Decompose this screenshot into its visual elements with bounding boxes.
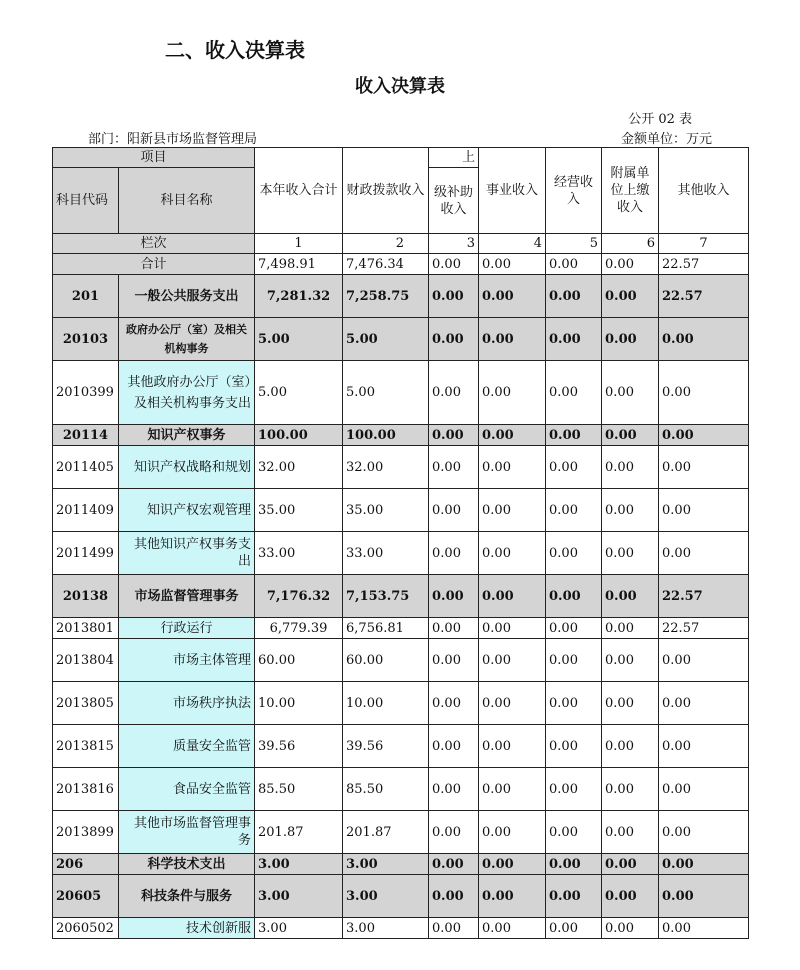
row-value: 7,176.32 [255, 575, 343, 618]
row-value: 201.87 [343, 811, 429, 854]
total-cell: 0.00 [429, 254, 479, 275]
row-value: 0.00 [659, 532, 749, 575]
row-value: 39.56 [343, 725, 429, 768]
row-value: 60.00 [343, 639, 429, 682]
row-value: 0.00 [479, 275, 546, 318]
row-value: 0.00 [479, 875, 546, 918]
row-value: 0.00 [479, 768, 546, 811]
row-value: 0.00 [429, 446, 479, 489]
row-value: 22.57 [659, 618, 749, 639]
row-value: 7,153.75 [343, 575, 429, 618]
row-code: 2060502 [53, 918, 119, 939]
row-name: 其他知识产权事务支出 [119, 532, 255, 575]
row-value: 0.00 [659, 639, 749, 682]
row-code: 206 [53, 854, 119, 875]
row-value: 0.00 [479, 425, 546, 446]
row-value: 0.00 [546, 618, 602, 639]
row-value: 0.00 [546, 489, 602, 532]
row-value: 0.00 [479, 532, 546, 575]
row-value: 0.00 [602, 318, 659, 361]
row-value: 10.00 [343, 682, 429, 725]
row-code: 2011405 [53, 446, 119, 489]
row-name: 食品安全监管 [119, 768, 255, 811]
table-row [53, 854, 749, 875]
row-value: 0.00 [602, 446, 659, 489]
header-col5: 经营收入 [546, 148, 602, 234]
row-code: 2013801 [53, 618, 119, 639]
row-name: 其他市场监督管理事务 [119, 811, 255, 854]
row-value: 0.00 [429, 918, 479, 939]
row-value: 3.00 [255, 854, 343, 875]
row-value: 0.00 [659, 811, 749, 854]
row-code: 2013899 [53, 811, 119, 854]
row-name: 科学技术支出 [119, 854, 255, 875]
table-row [53, 618, 749, 639]
row-value: 0.00 [429, 318, 479, 361]
row-value: 0.00 [479, 618, 546, 639]
row-value: 0.00 [546, 575, 602, 618]
row-name: 科技条件与服务 [119, 875, 255, 918]
header-name: 科目名称 [119, 168, 255, 234]
row-value: 0.00 [429, 854, 479, 875]
header-col6: 附属单位上缴收入 [602, 148, 659, 234]
row-code: 2013805 [53, 682, 119, 725]
table-row [53, 446, 749, 489]
row-index: 4 [479, 234, 546, 254]
row-value: 0.00 [429, 532, 479, 575]
row-code: 2010399 [53, 361, 119, 425]
row-value: 0.00 [602, 811, 659, 854]
row-value: 0.00 [659, 489, 749, 532]
row-value: 0.00 [602, 532, 659, 575]
row-value: 0.00 [659, 854, 749, 875]
row-value: 0.00 [429, 875, 479, 918]
row-index: 3 [429, 234, 479, 254]
total-cell: 7,476.34 [343, 254, 429, 275]
row-value: 0.00 [659, 361, 749, 425]
row-code: 20114 [53, 425, 119, 446]
row-value: 5.00 [343, 318, 429, 361]
row-value: 0.00 [546, 446, 602, 489]
row-value: 0.00 [602, 425, 659, 446]
row-value: 0.00 [479, 639, 546, 682]
row-value: 0.00 [659, 425, 749, 446]
row-value: 35.00 [255, 489, 343, 532]
row-value: 0.00 [429, 639, 479, 682]
table-row [53, 918, 749, 939]
row-value: 0.00 [546, 854, 602, 875]
row-value: 10.00 [255, 682, 343, 725]
header-col3-top: 上 [429, 148, 479, 168]
row-code: 2013815 [53, 725, 119, 768]
table-row [53, 361, 749, 425]
row-value: 0.00 [602, 618, 659, 639]
row-index: 2 [343, 234, 429, 254]
row-value: 22.57 [659, 575, 749, 618]
row-value: 0.00 [546, 532, 602, 575]
row-value: 39.56 [255, 725, 343, 768]
unit-label: 金额单位：万元 [620, 132, 712, 147]
row-name: 市场主体管理 [119, 639, 255, 682]
total-cell: 0.00 [479, 254, 546, 275]
row-value: 0.00 [602, 918, 659, 939]
table-row [53, 489, 749, 532]
row-value: 0.00 [429, 811, 479, 854]
row-value: 0.00 [602, 489, 659, 532]
row-value: 32.00 [255, 446, 343, 489]
row-value: 100.00 [255, 425, 343, 446]
total-cell: 22.57 [659, 254, 749, 275]
table-title: 收入决算表 [355, 76, 445, 97]
row-value: 0.00 [479, 575, 546, 618]
table-row [53, 875, 749, 918]
row-value: 5.00 [255, 361, 343, 425]
row-value: 0.00 [602, 639, 659, 682]
header-col4: 事业收入 [479, 148, 546, 234]
row-value: 3.00 [255, 875, 343, 918]
row-code: 2011409 [53, 489, 119, 532]
header-project: 项目 [53, 148, 255, 168]
header-col7: 其他收入 [659, 148, 749, 234]
table-row [53, 275, 749, 318]
row-value: 3.00 [343, 918, 429, 939]
row-value: 0.00 [479, 318, 546, 361]
row-value: 0.00 [602, 275, 659, 318]
table-row [53, 682, 749, 725]
row-value: 0.00 [546, 875, 602, 918]
row-index: 6 [602, 234, 659, 254]
form-code: 公开 02 表 [628, 112, 692, 127]
table-row [53, 768, 749, 811]
row-value: 7,258.75 [343, 275, 429, 318]
table-row [53, 318, 749, 361]
income-table [52, 147, 749, 939]
row-value: 7,281.32 [255, 275, 343, 318]
row-value: 0.00 [602, 575, 659, 618]
row-value: 32.00 [343, 446, 429, 489]
row-value: 201.87 [255, 811, 343, 854]
header-col3: 级补助收入 [429, 168, 479, 234]
table-row [53, 725, 749, 768]
total-cell: 0.00 [546, 254, 602, 275]
row-value: 0.00 [602, 682, 659, 725]
row-value: 0.00 [479, 446, 546, 489]
row-name: 行政运行 [119, 618, 255, 639]
row-value: 0.00 [546, 275, 602, 318]
row-code: 20605 [53, 875, 119, 918]
table-row [53, 811, 749, 854]
row-index-label: 栏次 [53, 234, 255, 254]
row-value: 0.00 [479, 811, 546, 854]
row-name: 知识产权战略和规划 [119, 446, 255, 489]
table-row [53, 639, 749, 682]
row-value: 0.00 [429, 575, 479, 618]
row-value: 0.00 [479, 918, 546, 939]
row-value: 3.00 [343, 854, 429, 875]
row-code: 2013804 [53, 639, 119, 682]
total-cell: 7,498.91 [255, 254, 343, 275]
row-name: 政府办公厅（室）及相关机构事务 [119, 318, 255, 361]
row-code: 2011499 [53, 532, 119, 575]
page-heading: 二、收入决算表 [165, 38, 305, 62]
row-value: 60.00 [255, 639, 343, 682]
row-value: 0.00 [429, 361, 479, 425]
row-value: 6,779.39 [255, 618, 343, 639]
total-cell: 0.00 [602, 254, 659, 275]
row-value: 0.00 [602, 361, 659, 425]
row-value: 3.00 [343, 875, 429, 918]
row-name: 市场秩序执法 [119, 682, 255, 725]
row-value: 0.00 [546, 918, 602, 939]
row-value: 0.00 [546, 725, 602, 768]
row-value: 85.50 [343, 768, 429, 811]
row-value: 0.00 [602, 725, 659, 768]
department-label: 部门：阳新县市场监督管理局 [88, 132, 258, 147]
row-name: 市场监督管理事务 [119, 575, 255, 618]
row-value: 0.00 [479, 361, 546, 425]
row-value: 0.00 [602, 768, 659, 811]
row-value: 0.00 [429, 725, 479, 768]
row-value: 0.00 [602, 854, 659, 875]
header-col2: 财政拨款收入 [343, 148, 429, 234]
row-value: 0.00 [479, 682, 546, 725]
table-row [53, 575, 749, 618]
row-value: 0.00 [659, 318, 749, 361]
row-value: 0.00 [429, 768, 479, 811]
row-value: 0.00 [429, 682, 479, 725]
row-value: 0.00 [429, 275, 479, 318]
row-name: 技术创新服 [119, 918, 255, 939]
total-label: 合计 [53, 254, 255, 275]
row-name: 知识产权事务 [119, 425, 255, 446]
row-value: 0.00 [659, 446, 749, 489]
table-row [53, 532, 749, 575]
row-value: 0.00 [429, 489, 479, 532]
row-value: 0.00 [659, 682, 749, 725]
row-value: 0.00 [429, 425, 479, 446]
row-name: 其他政府办公厅（室）及相关机构事务支出 [119, 361, 255, 425]
row-value: 0.00 [546, 682, 602, 725]
row-value: 0.00 [546, 361, 602, 425]
row-value: 0.00 [479, 489, 546, 532]
row-value: 33.00 [343, 532, 429, 575]
row-value: 0.00 [546, 768, 602, 811]
row-code: 2013816 [53, 768, 119, 811]
row-index: 7 [659, 234, 749, 254]
row-value: 100.00 [343, 425, 429, 446]
row-index: 1 [255, 234, 343, 254]
row-code: 20103 [53, 318, 119, 361]
row-index: 5 [546, 234, 602, 254]
row-value: 35.00 [343, 489, 429, 532]
row-name: 知识产权宏观管理 [119, 489, 255, 532]
row-value: 0.00 [659, 725, 749, 768]
row-value: 0.00 [546, 425, 602, 446]
row-value: 5.00 [255, 318, 343, 361]
row-code: 201 [53, 275, 119, 318]
row-value: 0.00 [546, 811, 602, 854]
row-value: 3.00 [255, 918, 343, 939]
row-value: 0.00 [659, 875, 749, 918]
row-value: 0.00 [479, 854, 546, 875]
row-value: 0.00 [602, 875, 659, 918]
row-value: 0.00 [479, 725, 546, 768]
row-value: 33.00 [255, 532, 343, 575]
row-value: 85.50 [255, 768, 343, 811]
row-value: 0.00 [546, 318, 602, 361]
row-name: 一般公共服务支出 [119, 275, 255, 318]
header-col1: 本年收入合计 [255, 148, 343, 234]
row-value: 0.00 [429, 618, 479, 639]
row-value: 5.00 [343, 361, 429, 425]
row-value: 22.57 [659, 275, 749, 318]
row-name: 质量安全监管 [119, 725, 255, 768]
row-value: 6,756.81 [343, 618, 429, 639]
row-code: 20138 [53, 575, 119, 618]
header-code: 科目代码 [53, 168, 119, 234]
row-value: 0.00 [546, 639, 602, 682]
row-value: 0.00 [659, 768, 749, 811]
table-row [53, 425, 749, 446]
row-value: 0.00 [659, 918, 749, 939]
